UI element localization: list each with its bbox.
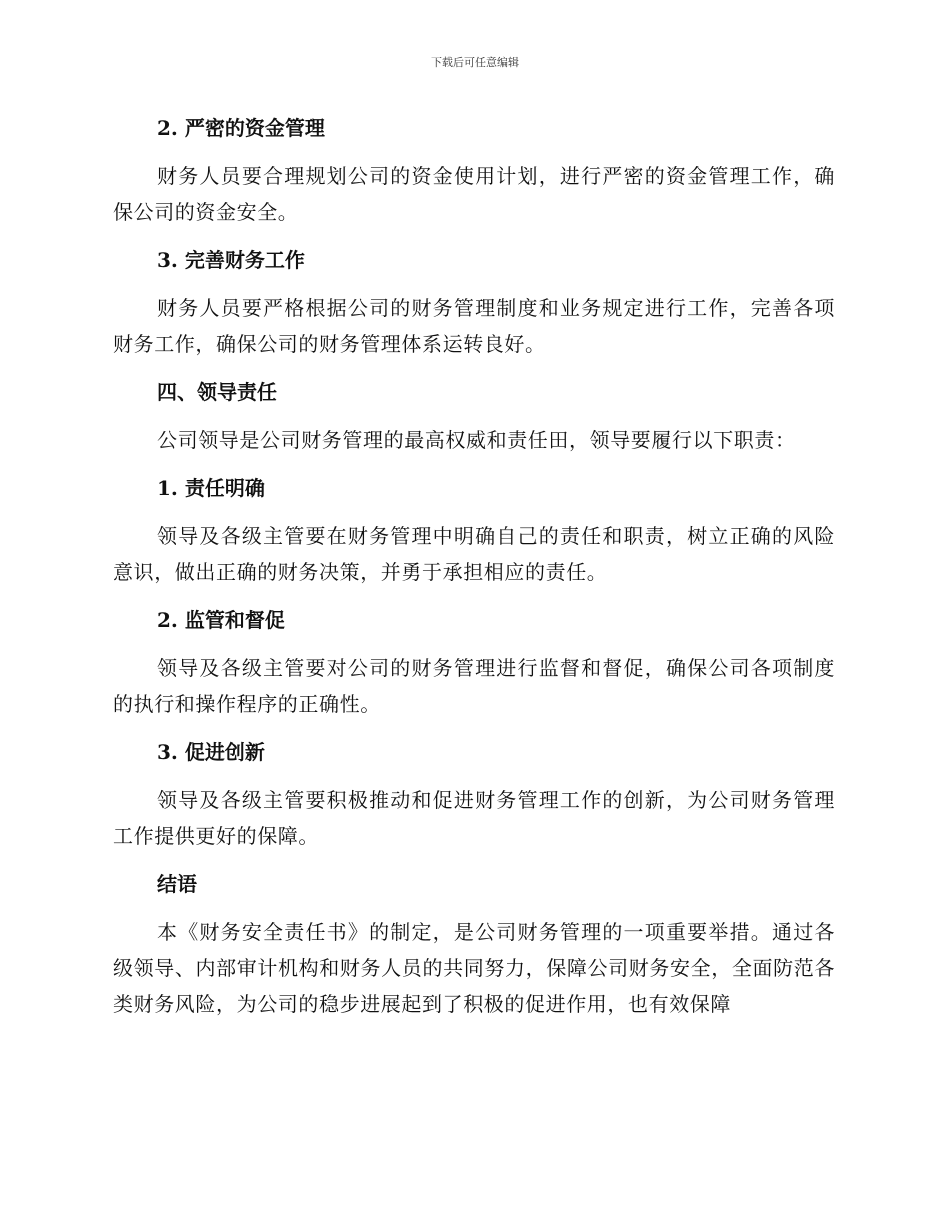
section-heading-innovation: 3. 促进创新 [157, 740, 265, 764]
section-heading-supervision: 2. 监管和督促 [157, 608, 285, 632]
section-heading-leadership-responsibility: 四、领导责任 [157, 380, 277, 404]
paragraph-clear-responsibility: 领导及各级主管要在财务管理中明确自己的责任和职责，树立正确的风险意识，做出正确的财务决策，并勇于承担相应的责任。 [113, 524, 835, 584]
paragraph-improve-finance-work: 财务人员要严格根据公司的财务管理制度和业务规定进行工作，完善各项财务工作，确保公司的财务管理体系运转良好。 [113, 296, 835, 356]
document-body [113, 110, 835, 1034]
section-heading-conclusion: 结语 [157, 872, 197, 896]
paragraph-leadership-intro: 公司领导是公司财务管理的最高权威和责任田，领导要履行以下职责： [157, 428, 796, 452]
paragraph-fund-management: 财务人员要合理规划公司的资金使用计划，进行严密的资金管理工作，确保公司的资金安全。 [113, 164, 835, 224]
paragraph-supervision: 领导及各级主管要对公司的财务管理进行监督和督促，确保公司各项制度的执行和操作程序的正确性。 [113, 656, 835, 716]
section-heading-fund-management: 2. 严密的资金管理 [157, 116, 325, 140]
page-header: 下载后可任意编辑 [431, 56, 519, 69]
section-heading-improve-finance-work: 3. 完善财务工作 [157, 248, 305, 272]
paragraph-innovation: 领导及各级主管要积极推动和促进财务管理工作的创新，为公司财务管理工作提供更好的保障。 [113, 788, 835, 848]
paragraph-conclusion: 本《财务安全责任书》的制定，是公司财务管理的一项重要举措。通过各级领导、内部审计机构和财务人员的共同努力，保障公司财务安全，全面防范各类财务风险，为公司的稳步进展起到了积极的促进作用，也有效保障 [113, 920, 835, 1016]
section-heading-clear-responsibility: 1. 责任明确 [157, 476, 265, 500]
